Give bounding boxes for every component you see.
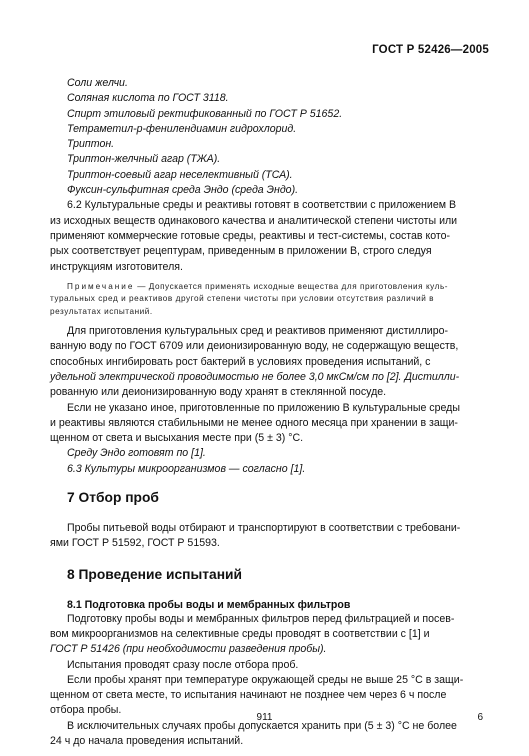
text-line: вом микроорганизмов на селективные среды проводят в соответствии с [1] и	[50, 627, 430, 640]
text-line: щенном от света и высыхания месте при (5 ± 3) °С.	[50, 432, 304, 445]
section-7-body	[50, 521, 489, 552]
text-line: из исходных веществ одинакового качества и аналитической степени чистоты или	[50, 214, 458, 227]
text-line: рованную или деионизированную воду хранят в стеклянной посуде.	[50, 386, 387, 399]
text-line: ями ГОСТ Р 51592, ГОСТ Р 51593.	[50, 537, 220, 550]
paragraph-6-2	[50, 198, 489, 274]
paragraph-6-3: 6.3 Культуры микроорганизмов — согласно [1].	[67, 462, 306, 475]
section-8-title: 8 Проведение испытаний	[67, 566, 243, 582]
section-8-1-body	[50, 612, 489, 750]
note-line	[50, 281, 489, 293]
endo-note: Среду Эндо готовят по [1].	[67, 447, 206, 460]
text-line: инструкциям изготовителя.	[50, 260, 183, 273]
text-line: В исключительных случаях пробы допускается хранить при (5 ± 3) °С не более	[67, 719, 457, 732]
text-line: рых соответствует рецептурам, приведенным в приложении В, строго следуя	[50, 245, 432, 258]
reagent-item: Соляная кислота по ГОСТ 3118.	[67, 92, 229, 105]
reagent-item: Триптон.	[67, 138, 115, 151]
text-line: Для приготовления культуральных сред и реактивов применяют дистиллиро-	[67, 325, 449, 338]
reagent-item: Тетраметил-р-фенилендиамин гидрохлорид.	[67, 122, 297, 135]
text-line: щенном от света месте, то испытания начинают не позднее чем через 6 ч после	[50, 689, 447, 702]
text-line: 24 ч до начала проведения испытаний.	[50, 735, 244, 748]
document-id: ГОСТ Р 52426—2005	[372, 44, 489, 56]
text-line: 6.2 Культуральные среды и реактивы готовят в соответствии с приложением В	[67, 199, 457, 212]
reagent-item: Фуксин-сульфитная среда Эндо (среда Эндо).	[67, 184, 299, 197]
page-number-right: 6	[477, 712, 483, 723]
text-line: отбора пробы.	[50, 704, 122, 717]
text-line: Если не указано иное, приготовленные по приложению В культуральные среды	[67, 401, 460, 414]
text-line: Подготовку пробы воды и мембранных фильтров перед фильтрацией и посев-	[67, 612, 455, 625]
text-line: способных ингибировать рост бактерий в условиях проведения испытаний, с	[50, 355, 431, 368]
reagent-item: Триптон-соевый агар неселективный (ТСА).	[67, 168, 293, 181]
subsection-8-1-title: 8.1 Подготовка пробы воды и мембранных фильтров	[67, 598, 351, 611]
text-line: Если пробы хранят при температуре окружающей среды не выше 25 °С в защи-	[67, 673, 464, 686]
text-line: применяют коммерческие готовые среды, реактивы и тест-системы, состав кото-	[50, 229, 451, 242]
text-line: удельной электрической проводимостью не более 3,0 мкСм/см по [2]. Дистилли-	[50, 370, 460, 383]
note-line: туральных сред и реактивов другой степени чистоты при условии отсутствия различий в	[50, 294, 435, 304]
reagent-item: Триптон-желчный агар (ТЖА).	[67, 153, 221, 166]
text-line: и реактивы являются стабильными не менее одного месяца при хранении в защи-	[50, 416, 458, 429]
note-block	[50, 281, 489, 318]
section-7-title: 7 Отбор проб	[67, 490, 159, 506]
page-body	[50, 76, 489, 749]
note-label: Примечание	[67, 281, 135, 291]
text-line: ГОСТ Р 51426 (при необходимости разведения пробы).	[50, 643, 327, 656]
note-line: результатах испытаний.	[50, 306, 153, 316]
page-number-center: 911	[256, 712, 273, 723]
reagent-item: Соли желчи.	[67, 77, 128, 89]
reagent-item: Спирт этиловый ректификованный по ГОСТ Р 51652.	[67, 107, 343, 120]
reagent-list	[50, 76, 489, 198]
paragraph-storage	[50, 401, 489, 447]
text-line: Пробы питьевой воды отбирают и транспортируют в соответствии с требовани-	[67, 522, 461, 535]
paragraph-water	[50, 324, 489, 400]
text-line: Испытания проводят сразу после отбора проб.	[67, 658, 299, 671]
note-text: — Допускается применять исходные вещества для приготовления куль-	[134, 281, 449, 291]
text-line: ванную воду по ГОСТ 6709 или деионизированную воду, не содержащую веществ,	[50, 340, 459, 353]
